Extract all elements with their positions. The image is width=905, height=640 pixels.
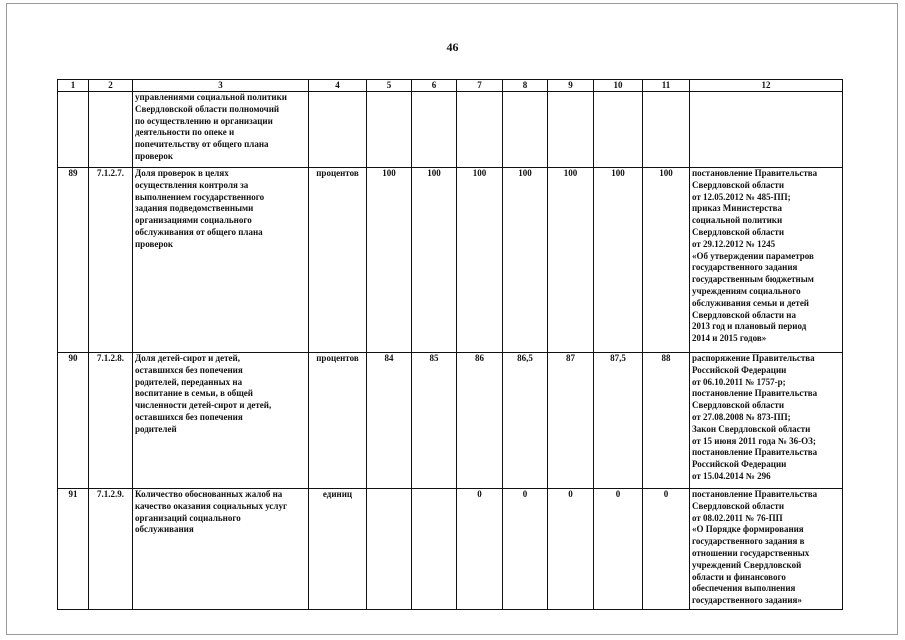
legal-basis-line: области и финансового xyxy=(692,571,786,582)
empty-cell xyxy=(643,92,690,168)
legal-basis-line: социальной политики xyxy=(692,215,783,226)
legal-basis-line: обслуживания семьи и детей xyxy=(692,297,809,308)
legal-basis-line: постановление Правительства xyxy=(692,388,818,399)
row-number: 91 xyxy=(58,489,89,610)
unit-cell: процентов xyxy=(309,168,367,353)
column-header: 12 xyxy=(690,80,843,92)
legal-basis-line: обеспечения выполнения xyxy=(692,583,796,594)
value-cell: 100 xyxy=(457,168,503,353)
indicator-description-line: качество оказания социальных услуг xyxy=(135,500,288,511)
legal-basis-line: «Об утверждении параметров xyxy=(692,250,814,261)
indicator-description-line: проверок xyxy=(135,150,174,161)
legal-basis-line: постановление Правительства xyxy=(692,489,818,499)
legal-basis xyxy=(690,168,843,353)
column-header: 1 xyxy=(58,80,89,92)
legal-basis-line: Свердловской области xyxy=(692,400,785,411)
indicator-code: 7.1.2.9. xyxy=(89,489,133,610)
legal-basis-line: учреждений Свердловской xyxy=(692,559,802,570)
indicator-description xyxy=(133,168,309,353)
legal-basis-line: 2014 и 2015 годов» xyxy=(692,333,767,344)
empty-cell xyxy=(457,92,503,168)
legal-basis-line: «О Порядке формирования xyxy=(692,524,804,535)
legal-basis-line: Закон Свердловской области xyxy=(692,423,811,434)
indicator-description-line: родителей, переданных на xyxy=(135,376,243,387)
empty-cell xyxy=(548,92,594,168)
legal-basis-line: Российской Федерации xyxy=(692,364,787,375)
value-cell: 88 xyxy=(643,353,690,489)
legal-basis-line: распоряжение Правительства xyxy=(692,353,815,363)
value-cell: 0 xyxy=(457,489,503,610)
column-header: 9 xyxy=(548,80,594,92)
table-row xyxy=(58,168,843,353)
page-number: 46 xyxy=(446,40,459,54)
indicator-description xyxy=(133,92,309,168)
indicator-description xyxy=(133,489,309,610)
value-cell: 87 xyxy=(548,353,594,489)
value-cell: 87,5 xyxy=(594,353,643,489)
indicator-description-line: оставшихся без попечения xyxy=(135,411,243,422)
empty-cell xyxy=(367,92,412,168)
legal-basis xyxy=(690,489,843,610)
column-header: 8 xyxy=(503,80,548,92)
row-number-cell xyxy=(58,92,89,168)
column-header: 4 xyxy=(309,80,367,92)
value-cell: 0 xyxy=(643,489,690,610)
legal-basis xyxy=(690,353,843,489)
indicator-description-line: Количество обоснованных жалоб на xyxy=(135,489,283,499)
legal-basis-line: Свердловской области xyxy=(692,500,785,511)
indicator-description-line: обслуживания от общего плана xyxy=(135,226,263,237)
indicator-code: 7.1.2.7. xyxy=(89,168,133,353)
value-cell: 100 xyxy=(503,168,548,353)
legal-basis-line: государственного задания xyxy=(692,262,798,273)
row-number: 90 xyxy=(58,353,89,489)
table-header-row xyxy=(58,80,843,92)
indicator-description-line: деятельности по опеке и xyxy=(135,127,235,138)
indicators-table xyxy=(57,79,843,610)
empty-cell xyxy=(503,92,548,168)
legal-basis-line: государственного задания в xyxy=(692,536,805,547)
legal-basis-line: от 15.04.2014 № 296 xyxy=(692,470,771,481)
indicator-description-line: попечительству от общего плана xyxy=(135,139,269,150)
empty-cell xyxy=(690,92,843,168)
value-cell: 0 xyxy=(548,489,594,610)
value-cell: 0 xyxy=(594,489,643,610)
indicator-description xyxy=(133,353,309,489)
indicator-description-line: организациями социального xyxy=(135,215,252,226)
table-row xyxy=(58,489,843,610)
legal-basis-line: государственного задания» xyxy=(692,595,802,606)
value-cell: 100 xyxy=(412,168,457,353)
legal-basis-line: учреждениям социального xyxy=(692,285,801,296)
indicator-description-line: родителей xyxy=(135,423,177,434)
legal-basis-line: от 15 июня 2011 года № 36-ОЗ; xyxy=(692,435,816,446)
value-cell: 0 xyxy=(503,489,548,610)
legal-basis-line: от 29.12.2012 № 1245 xyxy=(692,238,776,249)
indicator-description-line: организаций социального xyxy=(135,512,241,523)
legal-basis-line: постановление Правительства xyxy=(692,447,818,458)
row-code-cell xyxy=(89,92,133,168)
indicator-description-line: по осуществлению и организации xyxy=(135,115,273,126)
indicator-description-line: воспитание в семьи, в общей xyxy=(135,388,253,399)
empty-cell xyxy=(309,92,367,168)
legal-basis-line: государственным бюджетным xyxy=(692,274,814,285)
legal-basis-line: отношении государственных xyxy=(692,547,810,558)
legal-basis-line: приказ Министерства xyxy=(692,203,783,214)
column-header: 10 xyxy=(594,80,643,92)
column-header: 2 xyxy=(89,80,133,92)
table-row xyxy=(58,353,843,489)
indicator-description-line: обслуживания xyxy=(135,524,194,535)
value-cell: 100 xyxy=(367,168,412,353)
indicator-description-line: осуществления контроля за xyxy=(135,179,249,190)
value-cell: 86,5 xyxy=(503,353,548,489)
column-header: 3 xyxy=(133,80,309,92)
value-cell: 100 xyxy=(548,168,594,353)
indicator-description-line: Доля детей-сирот и детей, xyxy=(135,353,240,363)
table-row-continuation xyxy=(58,92,843,168)
indicator-code: 7.1.2.8. xyxy=(89,353,133,489)
legal-basis-line: постановление Правительства xyxy=(692,168,818,178)
legal-basis-line: от 27.08.2008 № 873-ПП; xyxy=(692,411,791,422)
indicator-description-line: оставшихся без попечения xyxy=(135,364,243,375)
indicator-description-line: численности детей-сирот и детей, xyxy=(135,400,272,411)
value-cell: 85 xyxy=(412,353,457,489)
legal-basis-line: Российской Федерации xyxy=(692,459,787,470)
value-cell: 86 xyxy=(457,353,503,489)
empty-cell xyxy=(412,92,457,168)
indicator-description-line: проверок xyxy=(135,238,174,249)
empty-cell xyxy=(594,92,643,168)
unit-cell: процентов xyxy=(309,353,367,489)
column-header: 7 xyxy=(457,80,503,92)
value-cell xyxy=(412,489,457,610)
legal-basis-line: от 08.02.2011 № 76-ПП xyxy=(692,512,783,523)
row-number: 89 xyxy=(58,168,89,353)
column-header: 5 xyxy=(367,80,412,92)
legal-basis-line: Свердловской области на xyxy=(692,309,796,320)
indicator-description-line: выполнением государственного xyxy=(135,191,265,202)
legal-basis-line: Свердловской области xyxy=(692,226,785,237)
column-header: 6 xyxy=(412,80,457,92)
legal-basis-line: от 06.10.2011 № 1757-р; xyxy=(692,376,786,387)
value-cell xyxy=(367,489,412,610)
legal-basis-line: 2013 год и плановый период xyxy=(692,321,807,332)
indicator-description-line: управлениями социальной политики xyxy=(135,92,287,102)
legal-basis-line: Свердловской области xyxy=(692,179,785,190)
unit-cell: единиц xyxy=(309,489,367,610)
indicator-description-line: Свердловской области полномочий xyxy=(135,103,280,114)
value-cell: 84 xyxy=(367,353,412,489)
column-header: 11 xyxy=(643,80,690,92)
value-cell: 100 xyxy=(594,168,643,353)
indicator-description-line: задания подведомственными xyxy=(135,203,254,214)
legal-basis-line: от 12.05.2012 № 485-ПП; xyxy=(692,191,791,202)
indicator-description-line: Доля проверок в целях xyxy=(135,168,229,178)
value-cell: 100 xyxy=(643,168,690,353)
